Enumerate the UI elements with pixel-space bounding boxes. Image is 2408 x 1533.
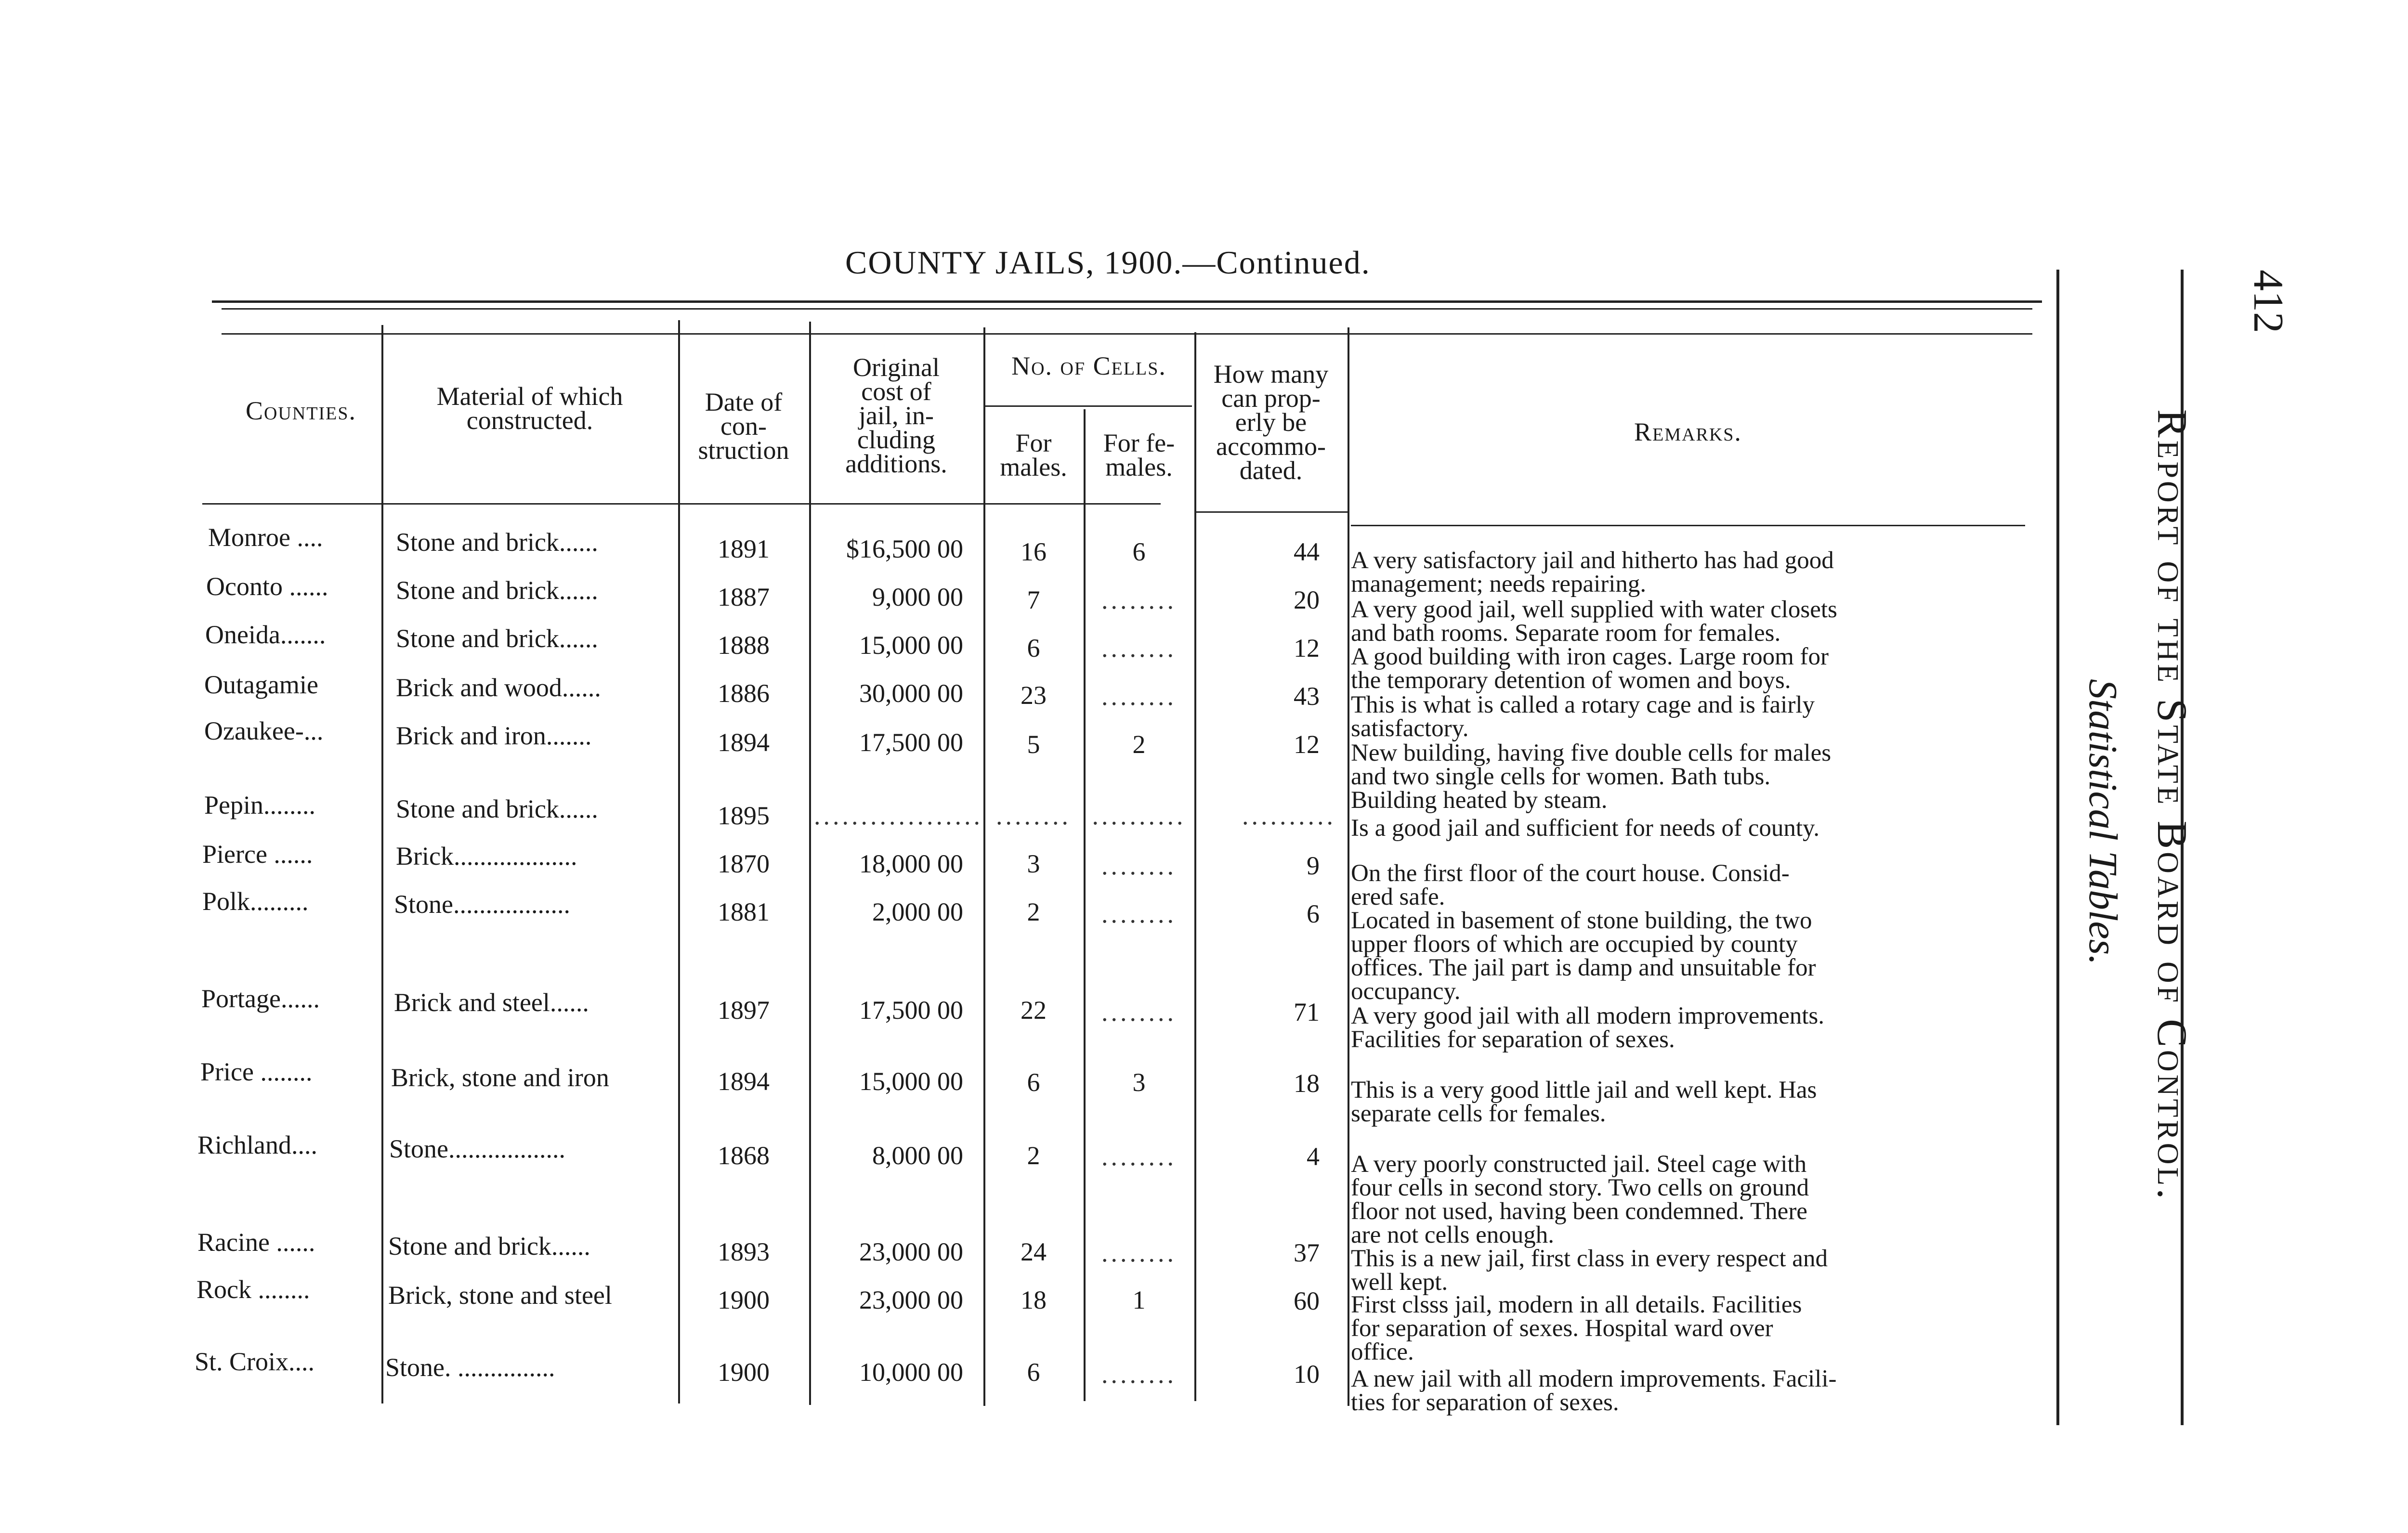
cost-cell: 23,000 00 (859, 1286, 963, 1314)
accommodated-cell: 20 (1294, 585, 1320, 614)
header-underline (202, 503, 1161, 505)
material-cell: Brick, stone and iron (391, 1063, 609, 1092)
header-underline (1194, 511, 1348, 513)
header-accommodated: How many can prop- erly be accommo- dated. (1213, 360, 1329, 485)
date-cell: 1894 (718, 1067, 770, 1096)
cost-cell: 10,000 00 (859, 1358, 963, 1387)
accommodated-cell: .......... (1242, 801, 1336, 830)
header-males: For males. (1000, 429, 1067, 481)
females-cell: 1 (1132, 1286, 1146, 1314)
females-cell: .......... (1092, 801, 1186, 830)
header-cost: Original cost of jail, in- cluding additions. (845, 353, 947, 478)
females-cell: ........ (1101, 634, 1177, 663)
date-cell: 1900 (718, 1286, 770, 1314)
remarks-cell: Is a good jail and sufficient for needs of county. (1351, 815, 1819, 842)
date-cell: 1888 (718, 631, 770, 660)
county-cell: Richland.... (197, 1130, 317, 1159)
county-cell: Outagamie (204, 670, 318, 699)
top-rule-thin (222, 308, 2032, 310)
males-cell: 5 (1027, 730, 1040, 759)
header-cells-group: No. of Cells. (1011, 351, 1166, 380)
header-remarks: Remarks. (1634, 417, 1742, 446)
material-cell: Stone and brick...... (396, 624, 598, 653)
males-cell: 18 (1021, 1286, 1047, 1314)
date-cell: 1897 (718, 996, 770, 1025)
top-rule (212, 300, 2042, 303)
males-cell: 16 (1021, 537, 1047, 566)
header-date: Date of con- struction (698, 388, 789, 465)
cells-group-underline (985, 405, 1192, 407)
males-cell: 6 (1027, 634, 1040, 663)
remarks-cell: A good building with iron cages. Large room for the temporary detention of women and boys. (1351, 643, 1829, 694)
females-cell: ........ (1101, 1360, 1177, 1389)
accommodated-cell: 37 (1294, 1238, 1320, 1267)
date-cell: 1887 (718, 583, 770, 611)
header-females: For fe- males. (1103, 429, 1175, 481)
accommodated-cell: 12 (1294, 730, 1320, 759)
material-cell: Stone and brick...... (396, 794, 598, 823)
remarks-cell: This is a new jail, first class in every respect and well kept. (1351, 1245, 1828, 1296)
material-cell: Stone.................. (394, 890, 571, 919)
header-counties: Counties. (245, 396, 357, 425)
running-head: Report of the State Board of Control. (2148, 409, 2195, 1202)
material-cell: Brick................... (396, 842, 577, 870)
females-cell: ........ (1101, 682, 1177, 711)
remarks-cell: On the first floor of the court house. Consid- ered safe. (1351, 860, 1790, 910)
county-cell: Oneida....... (205, 620, 326, 649)
header-underline (1351, 525, 2025, 526)
remarks-cell: A very good jail with all modern improvements. Facilities for separation of sexes. (1351, 1002, 1824, 1053)
county-cell: Portage...... (201, 984, 320, 1013)
date-cell: 1886 (718, 679, 770, 708)
females-cell: ........ (1101, 1142, 1177, 1171)
county-cell: Oconto ...... (206, 572, 328, 601)
date-cell: 1893 (718, 1237, 770, 1266)
accommodated-cell: 9 (1307, 851, 1320, 880)
accommodated-cell: 44 (1294, 537, 1320, 566)
males-cell: ........ (996, 801, 1071, 830)
section-label: Statistical Tables. (2081, 679, 2125, 965)
page-number: 412 (2245, 270, 2291, 333)
column-rule (381, 325, 383, 1403)
date-cell: 1895 (718, 801, 770, 830)
cost-cell: 15,000 00 (859, 1067, 963, 1096)
accommodated-cell: 6 (1307, 899, 1320, 928)
cost-cell: 2,000 00 (872, 897, 963, 926)
county-cell: Pierce ...... (202, 840, 313, 869)
females-cell: 6 (1132, 537, 1146, 566)
header-material: Material of which constructed. (436, 382, 623, 435)
cost-cell: 15,000 00 (859, 631, 963, 660)
remarks-cell: A very good jail, well supplied with water closets and bath rooms. Separate room for females. (1351, 596, 1837, 647)
side-rule (2056, 270, 2059, 1425)
date-cell: 1900 (718, 1358, 770, 1387)
column-rule (809, 322, 811, 1405)
column-rule (1348, 327, 1349, 1406)
date-cell: 1891 (718, 534, 770, 563)
males-cell: 23 (1021, 681, 1047, 710)
accommodated-cell: 71 (1294, 998, 1320, 1026)
cost-cell: 8,000 00 (872, 1141, 963, 1170)
accommodated-cell: 12 (1294, 634, 1320, 663)
males-cell: 24 (1021, 1237, 1047, 1266)
cost-cell: .................. (814, 801, 983, 830)
date-cell: 1881 (718, 897, 770, 926)
cost-cell: 17,500 00 (859, 728, 963, 757)
remarks-cell: New building, having five double cells for males and two single cells for women. Bath tubs. Building heated by steam. (1351, 740, 1832, 814)
males-cell: 3 (1027, 849, 1040, 878)
material-cell: Brick, stone and steel (388, 1281, 612, 1310)
cost-cell: 9,000 00 (872, 583, 963, 611)
material-cell: Stone.................. (389, 1134, 566, 1163)
remarks-cell: A very poorly constructed jail. Steel cage with four cells in second story. Two cells on ground floor not used, having been condemned. There are not cells enough. (1351, 1151, 1809, 1248)
accommodated-cell: 60 (1294, 1286, 1320, 1315)
material-cell: Stone and brick...... (396, 528, 598, 557)
females-cell: ........ (1101, 899, 1177, 928)
county-cell: St. Croix.... (195, 1347, 315, 1376)
males-cell: 22 (1021, 996, 1047, 1025)
accommodated-cell: 10 (1294, 1360, 1320, 1389)
cost-cell: 30,000 00 (859, 679, 963, 708)
county-cell: Ozaukee-... (204, 716, 324, 745)
accommodated-cell: 4 (1307, 1142, 1320, 1171)
material-cell: Brick and iron....... (396, 721, 592, 750)
females-cell: ........ (1101, 585, 1177, 614)
females-cell: ........ (1101, 1238, 1177, 1267)
date-cell: 1894 (718, 728, 770, 757)
cost-cell: 17,500 00 (859, 996, 963, 1025)
cost-cell: $16,500 00 (846, 534, 963, 563)
remarks-cell: A very satisfactory jail and hitherto has had good management; needs repairing. (1351, 547, 1834, 598)
county-cell: Rock ........ (196, 1275, 310, 1304)
date-cell: 1868 (718, 1141, 770, 1170)
males-cell: 7 (1027, 585, 1040, 614)
county-cell: Monroe .... (208, 523, 323, 552)
county-cell: Price ........ (200, 1057, 313, 1086)
females-cell: 2 (1132, 730, 1146, 759)
males-cell: 2 (1027, 1141, 1040, 1170)
remarks-cell: Located in basement of stone building, the two upper floors of which are occupied by county offices. The jail part is damp and unsuitable for occupancy. (1351, 907, 1816, 1005)
material-cell: Brick and wood...... (396, 673, 601, 702)
remarks-cell: This is what is called a rotary cage and is fairly satisfactory. (1351, 691, 1815, 742)
remarks-cell: A new jail with all modern improvements. Facili- ties for separation of sexes. (1351, 1365, 1837, 1416)
males-cell: 6 (1027, 1068, 1040, 1097)
material-cell: Brick and steel...... (394, 988, 589, 1017)
county-cell: Polk......... (202, 887, 309, 916)
males-cell: 6 (1027, 1358, 1040, 1387)
date-cell: 1870 (718, 849, 770, 878)
top-rule-third (222, 333, 2032, 335)
accommodated-cell: 18 (1294, 1069, 1320, 1098)
females-cell: ........ (1101, 998, 1177, 1026)
cost-cell: 18,000 00 (859, 849, 963, 878)
material-cell: Stone and brick...... (388, 1232, 590, 1260)
remarks-cell: This is a very good little jail and well kept. Has separate cells for females. (1351, 1077, 1817, 1127)
remarks-cell: First clsss jail, modern in all details. Facilities for separation of sexes. Hospital ward over office. (1351, 1291, 1802, 1365)
page-title: COUNTY JAILS, 1900.—Continued. (845, 244, 1371, 281)
material-cell: Stone and brick...... (396, 576, 598, 605)
accommodated-cell: 43 (1294, 682, 1320, 711)
county-cell: Racine ...... (197, 1228, 315, 1257)
females-cell: 3 (1132, 1068, 1146, 1097)
material-cell: Stone. ............... (385, 1353, 555, 1382)
county-cell: Pepin........ (204, 791, 316, 819)
males-cell: 2 (1027, 897, 1040, 926)
females-cell: ........ (1101, 851, 1177, 880)
cost-cell: 23,000 00 (859, 1237, 963, 1266)
